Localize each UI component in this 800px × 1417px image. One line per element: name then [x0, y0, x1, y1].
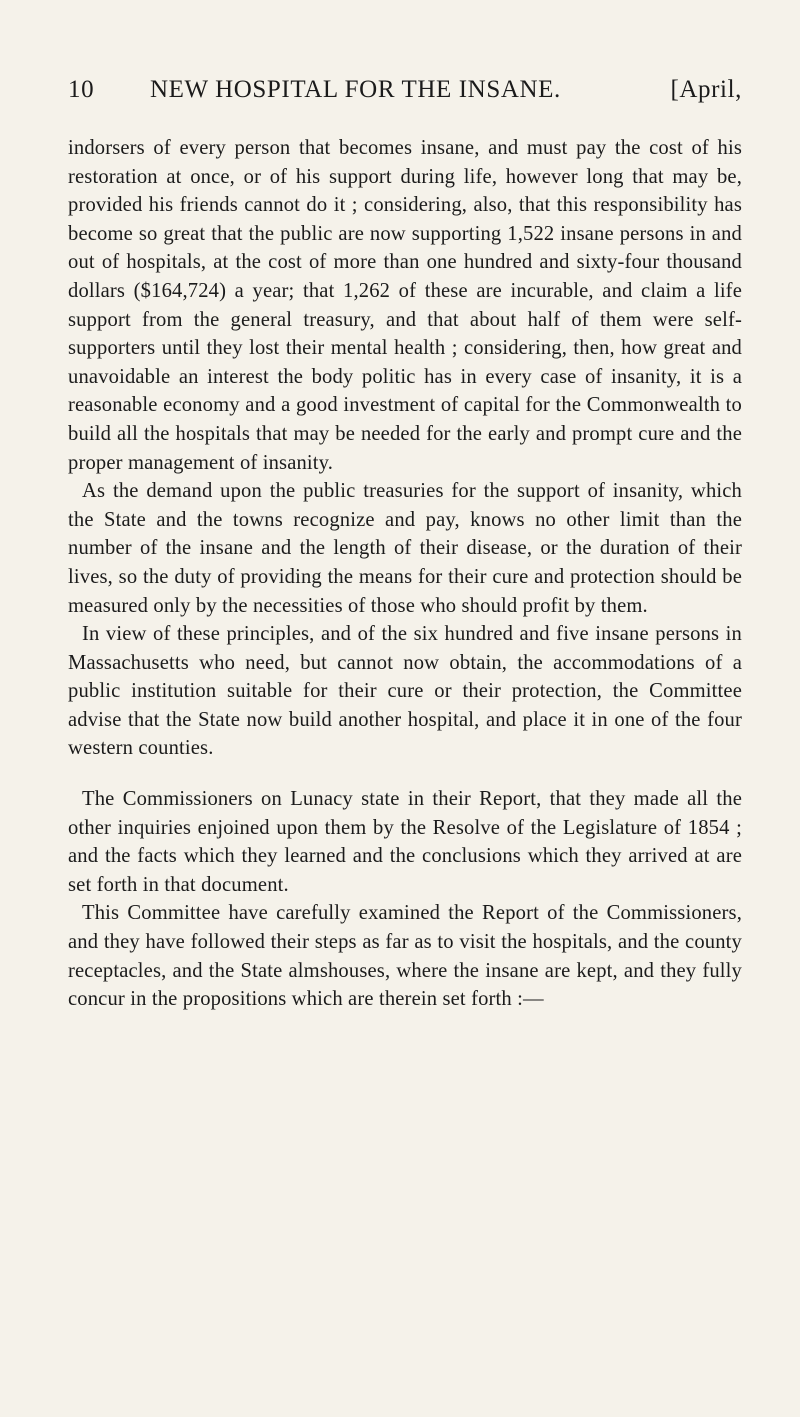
page-number: 10	[68, 76, 95, 103]
paragraph-continued: indorsers of every person that becomes insane, and must pay the cost of his restoration at once, or of his support during life, however long that may be, provided his friends cannot do it ; considering, also, that this responsibility has become so great that the public are now supporting 1,522 insane persons in and out of hospitals, at the cost of more than one hundred and sixty-four thousand dollars ($164,724) a year; that 1,262 of these are incurable, and claim a life support from the general treasury, and that about half of them were self-supporters until they lost their mental health ; considering, then, how great and unavoidable an interest the body politic has in every case of insanity, it is a reasonable economy and a good investment of capital for the Commonwealth to build all the hospitals that may be needed for the early and prompt cure and the proper management of insanity.	[68, 137, 742, 474]
section-gap	[68, 763, 742, 785]
paragraph-demand-treasuries: As the demand upon the public treasuries for the support of insanity, which the State and the towns recognize and pay, knows no other limit than the number of the insane and the length of their disease, or the duration of their lives, so the duty of providing the means for their cure and protection should be measured only by the necessities of those who should profit by them.	[68, 480, 742, 617]
running-month: [April,	[670, 76, 742, 103]
paragraph-commissioners-report: The Commissioners on Lunacy state in their Report, that they made all the other inquiries enjoined upon them by the Resolve of the Legislature of 1854 ; and the facts which they learned and the conclusions which they arrived at are set forth in that document.	[68, 788, 742, 896]
paragraph-committee-advice: In view of these principles, and of the six hundred and five insane persons in Massachusetts who need, but cannot now obtain, the accommodations of a public institution suitable for their cure or their protection, the Committee advise that the State now build another hospital, and place it in one of the four western counties.	[68, 623, 742, 760]
paragraph-committee-examined: This Committee have carefully examined the Report of the Commissioners, and they have followed their steps as far as to visit the hospitals, and the county receptacles, and the State almshouses, where the insane are kept, and they fully concur in the propositions which are therein set forth :—	[68, 902, 742, 1011]
running-header	[68, 76, 742, 112]
text-body	[68, 134, 742, 1014]
running-title: NEW HOSPITAL FOR THE INSANE.	[150, 76, 561, 103]
